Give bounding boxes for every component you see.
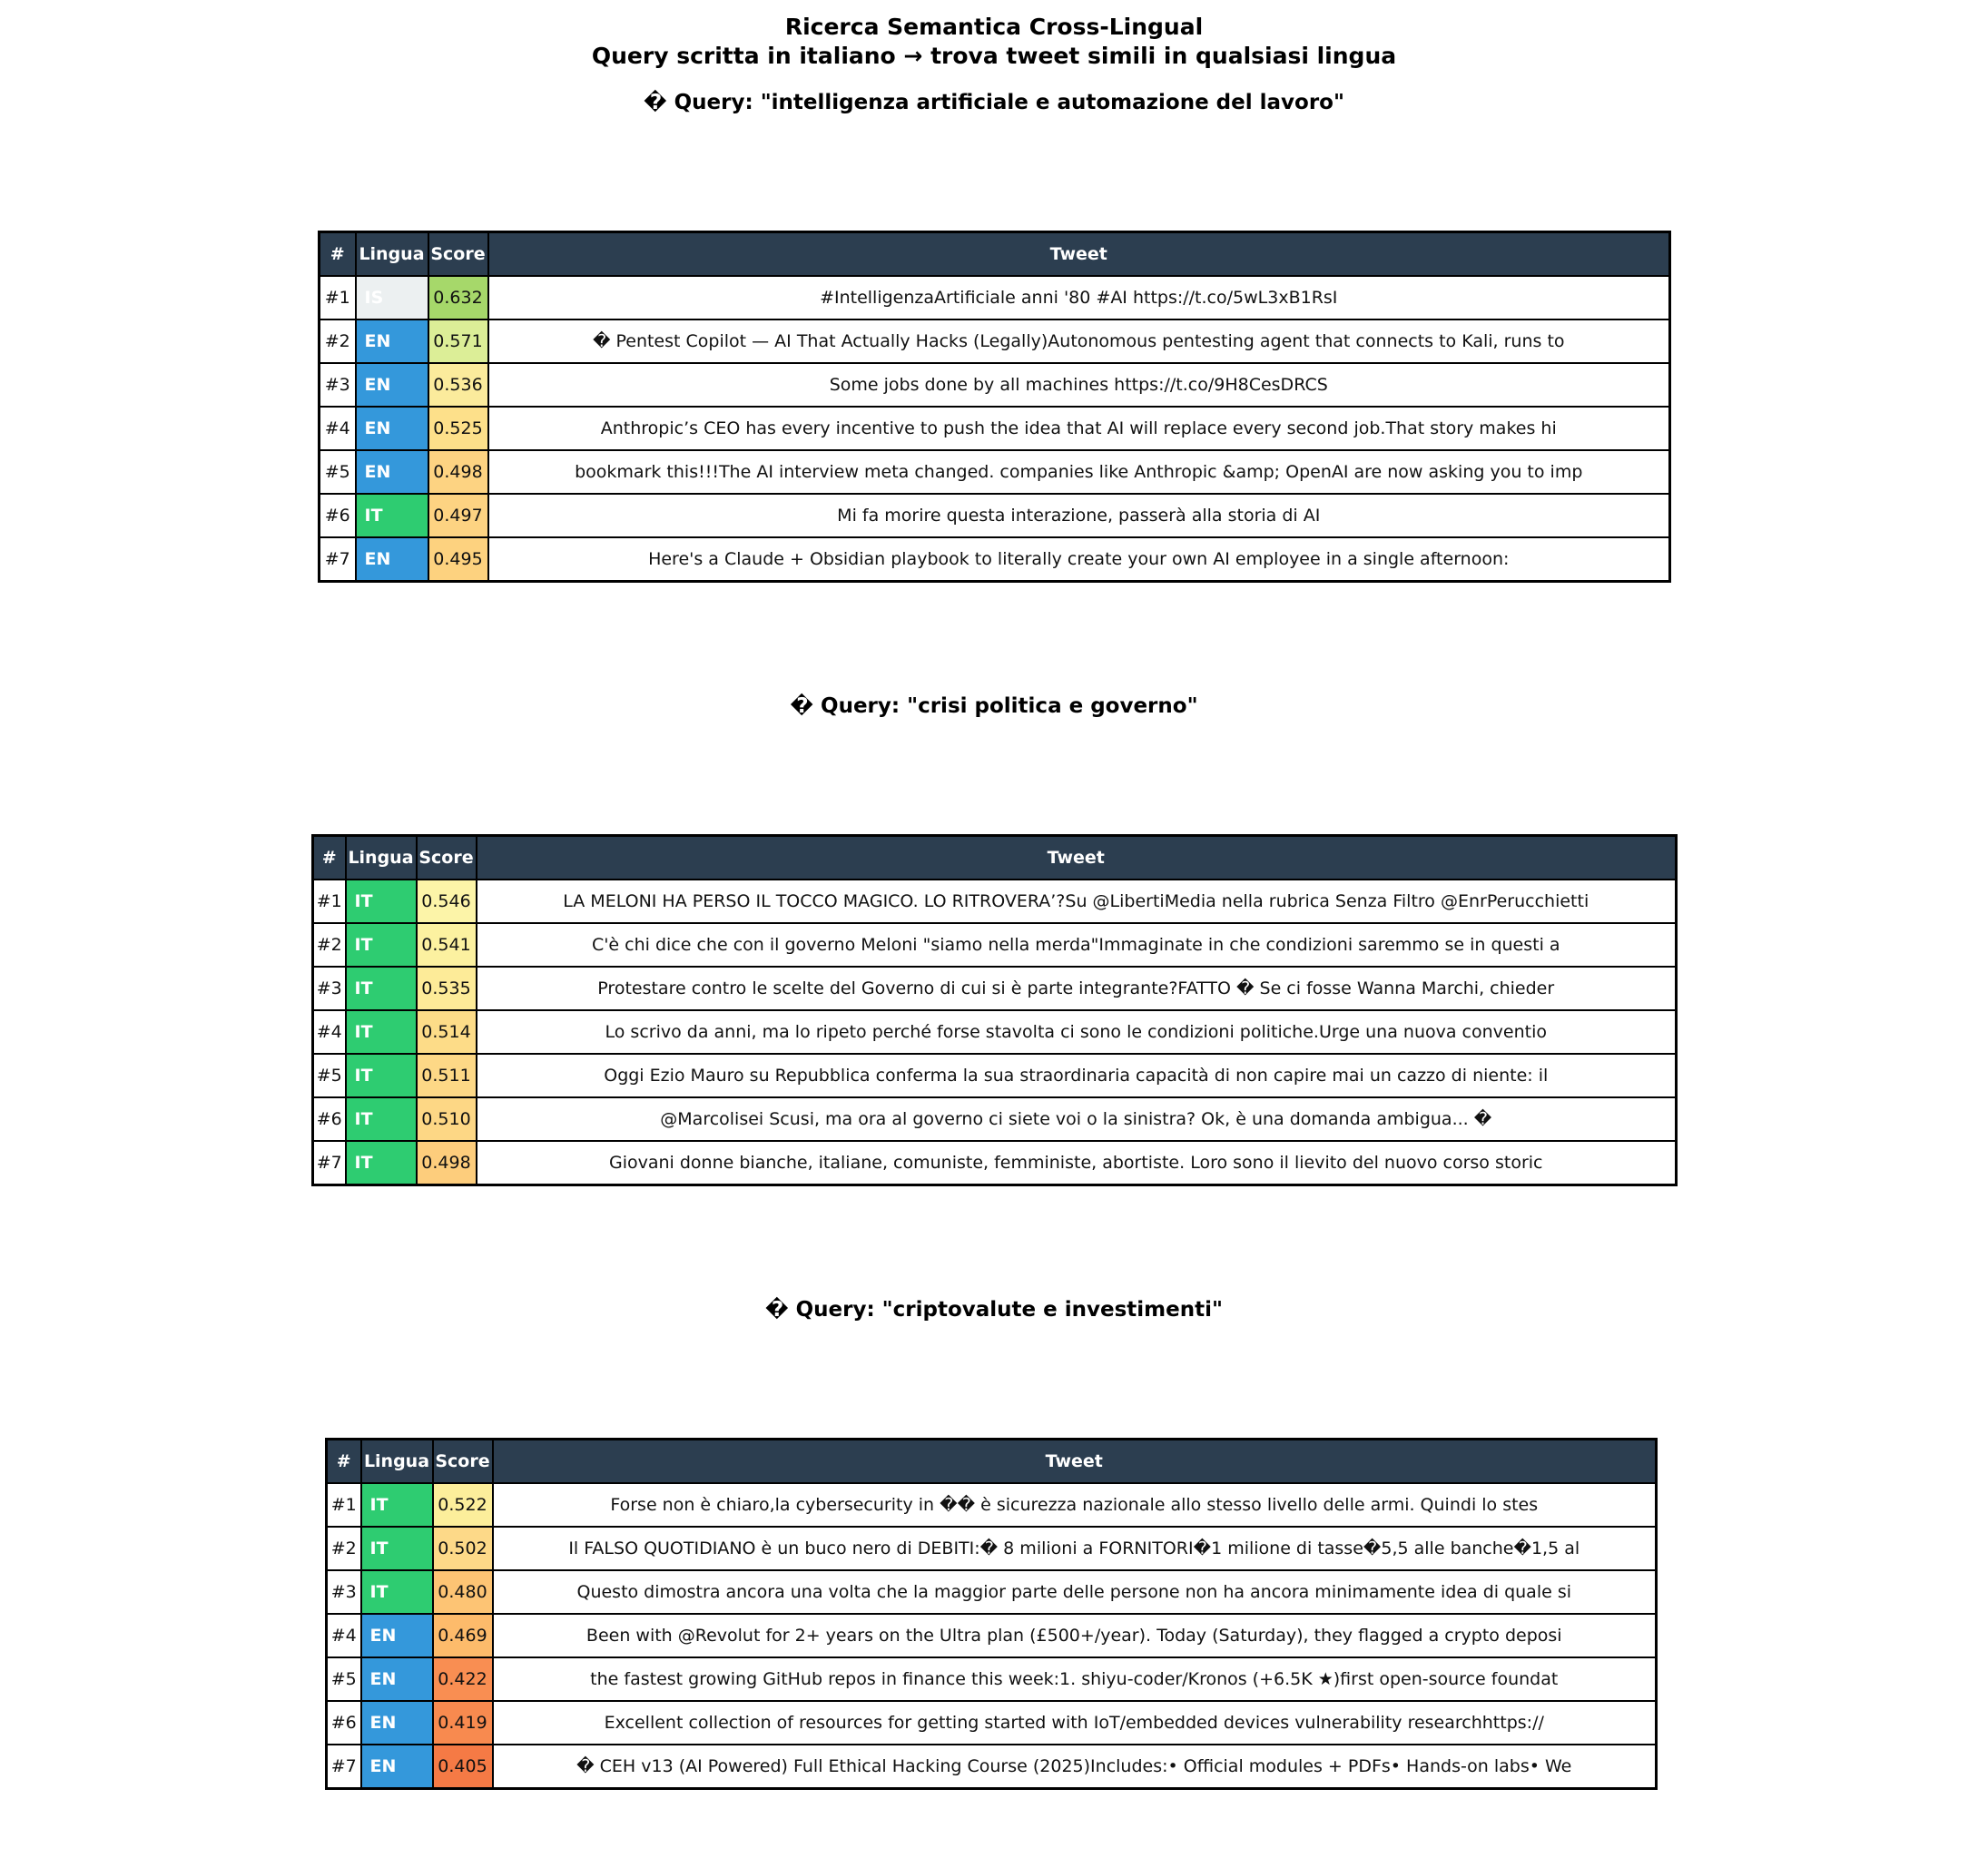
cell-score: 0.511	[417, 1054, 477, 1097]
results-table-3	[325, 1438, 1658, 1790]
cell-score: 0.535	[417, 967, 477, 1010]
col-header-score: Score	[417, 836, 477, 880]
col-header-tweet: Tweet	[488, 232, 1670, 277]
cell-tweet: Oggi Ezio Mauro su Repubblica conferma la sua straordinaria capacità di non capire mai un cazzo di niente: il	[477, 1054, 1677, 1097]
table-row[interactable]	[327, 1657, 1657, 1701]
cell-rank: #2	[327, 1527, 361, 1570]
cell-tweet: Giovani donne bianche, italiane, comuniste, femministe, abortiste. Loro sono il lievito del nuovo corso storic	[477, 1141, 1677, 1185]
table-row[interactable]	[320, 319, 1670, 363]
cell-score: 0.536	[428, 363, 488, 407]
cell-score: 0.525	[428, 407, 488, 450]
cell-tweet: � Pentest Copilot — AI That Actually Hacks (Legally)Autonomous pentesting agent that connects to Kali, runs to	[488, 319, 1670, 363]
cell-score: 0.495	[428, 537, 488, 582]
table-header-row	[313, 836, 1677, 880]
cell-rank: #5	[327, 1657, 361, 1701]
cell-lingua: EN	[356, 363, 428, 407]
results-table-block-3	[325, 1438, 1658, 1790]
cell-score: 0.498	[428, 450, 488, 494]
query-heading-2: � Query: "crisi politica e governo"	[790, 694, 1198, 718]
cell-score: 0.480	[433, 1570, 493, 1614]
col-header-lingua: Lingua	[356, 232, 428, 277]
cell-tweet: LA MELONI HA PERSO IL TOCCO MAGICO. LO RITROVERA’?Su @LibertiMedia nella rubrica Senza Filtro @EnrPerucchietti	[477, 880, 1677, 923]
table-row[interactable]	[313, 1097, 1677, 1141]
cell-rank: #7	[327, 1745, 361, 1789]
col-header-score: Score	[433, 1440, 493, 1484]
cell-tweet: Il FALSO QUOTIDIANO è un buco nero di DEBITI:� 8 milioni a FORNITORI�1 milione di tasse�5,5 alle banche�1,5 al	[493, 1527, 1657, 1570]
cell-tweet: Here's a Claude + Obsidian playbook to literally create your own AI employee in a single afternoon:	[488, 537, 1670, 582]
cell-lingua: IT	[356, 494, 428, 537]
table-row[interactable]	[313, 1054, 1677, 1097]
cell-tweet: Excellent collection of resources for getting started with IoT/embedded devices vulnerability researchhttps://	[493, 1701, 1657, 1745]
col-header-tweet: Tweet	[493, 1440, 1657, 1484]
cell-lingua: IT	[361, 1570, 433, 1614]
cell-tweet: #IntelligenzaArtificiale anni '80 #AI https://t.co/5wL3xB1RsI	[488, 276, 1670, 319]
cell-rank: #4	[327, 1614, 361, 1657]
cell-lingua: IT	[346, 1054, 417, 1097]
cell-tweet: Mi fa morire questa interazione, passerà alla storia di AI	[488, 494, 1670, 537]
table-row[interactable]	[320, 494, 1670, 537]
results-table-block-2	[311, 834, 1678, 1186]
cell-score: 0.469	[433, 1614, 493, 1657]
cell-lingua: EN	[361, 1657, 433, 1701]
cell-lingua: IT	[346, 1010, 417, 1054]
cell-rank: #2	[320, 319, 356, 363]
cell-rank: #1	[327, 1483, 361, 1527]
cell-rank: #1	[313, 880, 346, 923]
table-row[interactable]	[313, 923, 1677, 967]
col-header-score: Score	[428, 232, 488, 277]
title-line-1: Ricerca Semantica Cross-Lingual	[784, 14, 1204, 40]
cell-rank: #4	[313, 1010, 346, 1054]
table-header-row	[320, 232, 1670, 277]
cell-lingua: EN	[361, 1701, 433, 1745]
cell-lingua: IT	[346, 1141, 417, 1185]
table-row[interactable]	[327, 1483, 1657, 1527]
cell-score: 0.510	[417, 1097, 477, 1141]
table-row[interactable]	[327, 1614, 1657, 1657]
results-table-block-1	[318, 231, 1671, 583]
table-row[interactable]	[327, 1701, 1657, 1745]
cell-lingua: EN	[356, 319, 428, 363]
table-row[interactable]	[327, 1527, 1657, 1570]
table-row[interactable]	[327, 1570, 1657, 1614]
cell-score: 0.422	[433, 1657, 493, 1701]
cell-rank: #3	[327, 1570, 361, 1614]
cell-lingua: EN	[356, 537, 428, 582]
cell-score: 0.571	[428, 319, 488, 363]
cell-score: 0.405	[433, 1745, 493, 1789]
query-heading-3: � Query: "criptovalute e investimenti"	[765, 1298, 1223, 1322]
cell-rank: #5	[320, 450, 356, 494]
cell-tweet: Protestare contro le scelte del Governo di cui si è parte integrante?FATTO � Se ci fosse Wanna Marchi, chieder	[477, 967, 1677, 1010]
cell-lingua: EN	[356, 407, 428, 450]
cell-tweet: Some jobs done by all machines https://t.co/9H8CesDRCS	[488, 363, 1670, 407]
cell-lingua: EN	[361, 1745, 433, 1789]
cell-rank: #3	[320, 363, 356, 407]
cell-lingua: IT	[346, 1097, 417, 1141]
cell-score: 0.546	[417, 880, 477, 923]
cell-tweet: Been with @Revolut for 2+ years on the Ultra plan (£500+/year). Today (Saturday), they flagged a crypto deposi	[493, 1614, 1657, 1657]
col-header-rank: #	[313, 836, 346, 880]
cell-lingua: IT	[361, 1483, 433, 1527]
cell-lingua: EN	[356, 450, 428, 494]
cell-score: 0.419	[433, 1701, 493, 1745]
table-row[interactable]	[313, 1010, 1677, 1054]
table-row[interactable]	[320, 276, 1670, 319]
query-heading-1: � Query: "intelligenza artificiale e automazione del lavoro"	[644, 91, 1344, 114]
cell-lingua: IT	[346, 880, 417, 923]
cell-score: 0.522	[433, 1483, 493, 1527]
cell-tweet: bookmark this!!!The AI interview meta changed. companies like Anthropic &amp; OpenAI are now asking you to imp	[488, 450, 1670, 494]
table-row[interactable]	[313, 1141, 1677, 1185]
cell-tweet: Anthropic’s CEO has every incentive to push the idea that AI will replace every second job.That story makes hi	[488, 407, 1670, 450]
cell-lingua: IT	[346, 923, 417, 967]
cell-score: 0.632	[428, 276, 488, 319]
page-title	[0, 0, 1988, 71]
col-header-tweet: Tweet	[477, 836, 1677, 880]
cell-rank: #5	[313, 1054, 346, 1097]
results-table-1	[318, 231, 1671, 583]
cell-lingua: IS	[356, 276, 428, 319]
cell-tweet: Questo dimostra ancora una volta che la maggior parte delle persone non ha ancora minimamente idea di quale si	[493, 1570, 1657, 1614]
cell-rank: #1	[320, 276, 356, 319]
cell-rank: #6	[327, 1701, 361, 1745]
table-row[interactable]	[313, 880, 1677, 923]
cell-score: 0.514	[417, 1010, 477, 1054]
cell-lingua: EN	[361, 1614, 433, 1657]
cell-score: 0.497	[428, 494, 488, 537]
table-row[interactable]	[320, 363, 1670, 407]
cell-tweet: C'è chi dice che con il governo Meloni "siamo nella merda"Immaginate in che condizioni saremmo se in questi a	[477, 923, 1677, 967]
cell-score: 0.541	[417, 923, 477, 967]
cell-score: 0.502	[433, 1527, 493, 1570]
cell-rank: #3	[313, 967, 346, 1010]
table-row[interactable]	[320, 537, 1670, 582]
table-row[interactable]	[327, 1745, 1657, 1789]
table-row[interactable]	[313, 967, 1677, 1010]
cell-rank: #6	[313, 1097, 346, 1141]
title-line-2: Query scritta in italiano → trova tweet simili in qualsiasi lingua	[591, 43, 1397, 69]
table-row[interactable]	[320, 407, 1670, 450]
col-header-lingua: Lingua	[346, 836, 417, 880]
cell-tweet: the fastest growing GitHub repos in finance this week:1. shiyu-coder/Kronos (+6.5K ★)first open-source foundat	[493, 1657, 1657, 1701]
cell-rank: #2	[313, 923, 346, 967]
cell-rank: #6	[320, 494, 356, 537]
cell-score: 0.498	[417, 1141, 477, 1185]
cell-rank: #4	[320, 407, 356, 450]
cell-rank: #7	[320, 537, 356, 582]
table-header-row	[327, 1440, 1657, 1484]
cell-tweet: Forse non è chiaro,la cybersecurity in �� è sicurezza nazionale allo stesso livello delle armi. Quindi lo stes	[493, 1483, 1657, 1527]
col-header-lingua: Lingua	[361, 1440, 433, 1484]
cell-tweet: Lo scrivo da anni, ma lo ripeto perché forse stavolta ci sono le condizioni politiche.Urge una nuova conventio	[477, 1010, 1677, 1054]
cell-lingua: IT	[346, 967, 417, 1010]
cell-lingua: IT	[361, 1527, 433, 1570]
cell-rank: #7	[313, 1141, 346, 1185]
results-table-2	[311, 834, 1678, 1186]
cell-tweet: @Marcolisei Scusi, ma ora al governo ci siete voi o la sinistra? Ok, è una domanda ambigua... �	[477, 1097, 1677, 1141]
col-header-rank: #	[320, 232, 356, 277]
cell-tweet: � CEH v13 (AI Powered) Full Ethical Hacking Course (2025)Includes:• Official modules + PDFs• Hands-on labs• We	[493, 1745, 1657, 1789]
table-row[interactable]	[320, 450, 1670, 494]
col-header-rank: #	[327, 1440, 361, 1484]
